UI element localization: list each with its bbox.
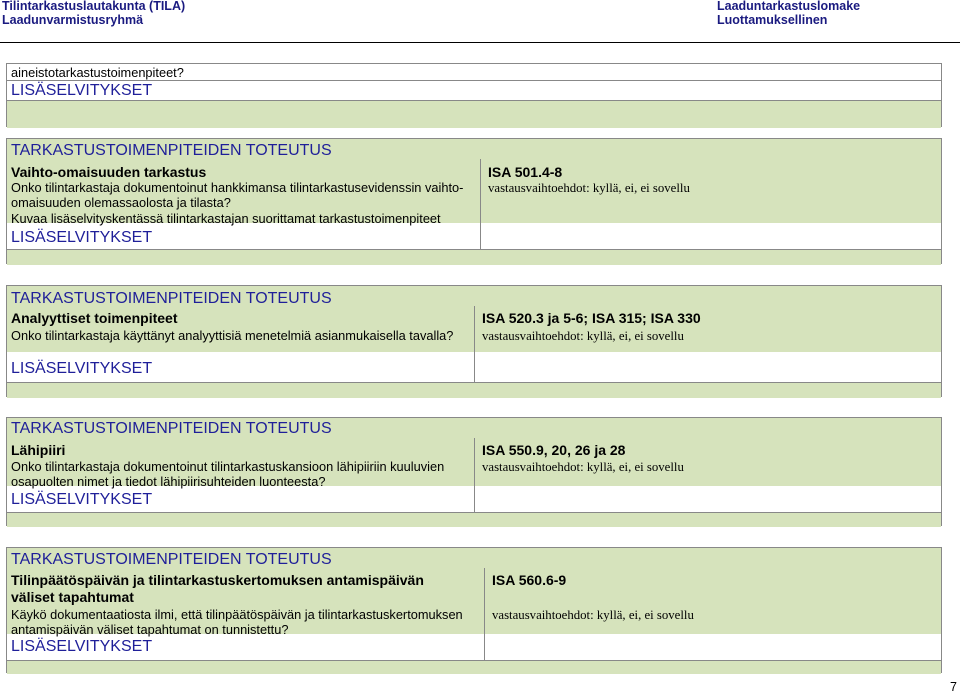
header-divider — [0, 42, 960, 43]
details-label: LISÄSELVITYKSET — [11, 360, 153, 377]
org-name: Tilintarkastuslautakunta (TILA) — [2, 0, 186, 13]
column-divider — [484, 568, 485, 660]
section-inventory — [6, 138, 942, 264]
org-group: Laadunvarmistusryhmä — [2, 12, 144, 27]
section-analytical — [6, 285, 942, 397]
answer-options[interactable]: vastausvaihtoehdot: kyllä, ei, ei sovellu — [488, 181, 690, 195]
question-tail: aineistotarkastustoimenpiteet? — [11, 65, 184, 80]
question: Onko tilintarkastaja dokumentoinut hankkimansa tilintarkastusevidenssin vaihto-omaisuuden olemassaolosta ja tilasta? — [11, 180, 464, 210]
header-left — [2, 0, 185, 27]
details-label: LISÄSELVITYKSET — [11, 229, 153, 246]
header-right — [717, 0, 860, 27]
details-input[interactable] — [7, 382, 941, 398]
details-label: LISÄSELVITYKSET — [11, 82, 153, 99]
section-title: Lähipiiri — [11, 442, 66, 458]
top-block — [6, 63, 942, 127]
page-number: 7 — [950, 680, 957, 694]
doc-type: Laaduntarkastuslomake — [717, 0, 861, 13]
question: Käykö dokumentaatiosta ilmi, että tilinpäätöspäivän ja tilintarkastuskertomuksen antamispäivän väliset tapahtumat on tunnistettu? — [11, 607, 463, 637]
answer-options[interactable]: vastausvaihtoehdot: kyllä, ei, ei sovellu — [482, 329, 684, 343]
section-heading: TARKASTUSTOIMENPITEIDEN TOTEUTUS — [11, 142, 332, 159]
question-row — [7, 64, 941, 80]
section-related-parties — [6, 417, 942, 526]
column-divider — [474, 306, 475, 382]
answer-options[interactable]: vastausvaihtoehdot: kyllä, ei, ei sovellu — [482, 460, 684, 474]
section-title: Analyyttiset toimenpiteet — [11, 310, 178, 326]
confidentiality: Luottamuksellinen — [717, 12, 828, 27]
column-divider — [474, 438, 475, 512]
page-header — [0, 0, 960, 30]
details-input[interactable] — [7, 249, 941, 265]
isa-reference: ISA 520.3 ja 5-6; ISA 315; ISA 330 — [482, 310, 701, 326]
instruction: Kuvaa lisäselvityskentässä tilintarkastajan suorittamat tarkastustoimenpiteet — [11, 211, 441, 226]
isa-reference: ISA 550.9, 20, 26 ja 28 — [482, 442, 626, 458]
isa-reference: ISA 560.6-9 — [492, 572, 567, 588]
section-title-line1: Tilinpäätöspäivän ja tilintarkastuskertomuksen antamispäivän — [11, 572, 424, 588]
section-heading: TARKASTUSTOIMENPITEIDEN TOTEUTUS — [11, 551, 332, 568]
section-title: Vaihto-omaisuuden tarkastus — [11, 164, 207, 180]
details-label: LISÄSELVITYKSET — [11, 491, 153, 508]
answer-options[interactable]: vastausvaihtoehdot: kyllä, ei, ei sovellu — [492, 608, 694, 622]
question: Onko tilintarkastaja dokumentoinut tilintarkastuskansioon lähipiiriin kuuluvien osapuolten nimet ja tiedot lähipiirisuhteiden luonteesta? — [11, 459, 445, 489]
question: Onko tilintarkastaja käyttänyt analyyttisiä menetelmiä asianmukaisella tavalla? — [11, 328, 454, 343]
details-input[interactable] — [7, 100, 941, 128]
details-input[interactable] — [7, 660, 941, 674]
column-divider — [480, 159, 481, 249]
section-heading: TARKASTUSTOIMENPITEIDEN TOTEUTUS — [11, 290, 332, 307]
isa-reference: ISA 501.4-8 — [488, 164, 563, 180]
details-row — [7, 80, 941, 101]
details-label: LISÄSELVITYKSET — [11, 638, 153, 655]
details-input[interactable] — [7, 512, 941, 527]
section-heading: TARKASTUSTOIMENPITEIDEN TOTEUTUS — [11, 420, 332, 437]
section-title-line2: väliset tapahtumat — [11, 589, 134, 605]
section-subsequent-events — [6, 547, 942, 673]
